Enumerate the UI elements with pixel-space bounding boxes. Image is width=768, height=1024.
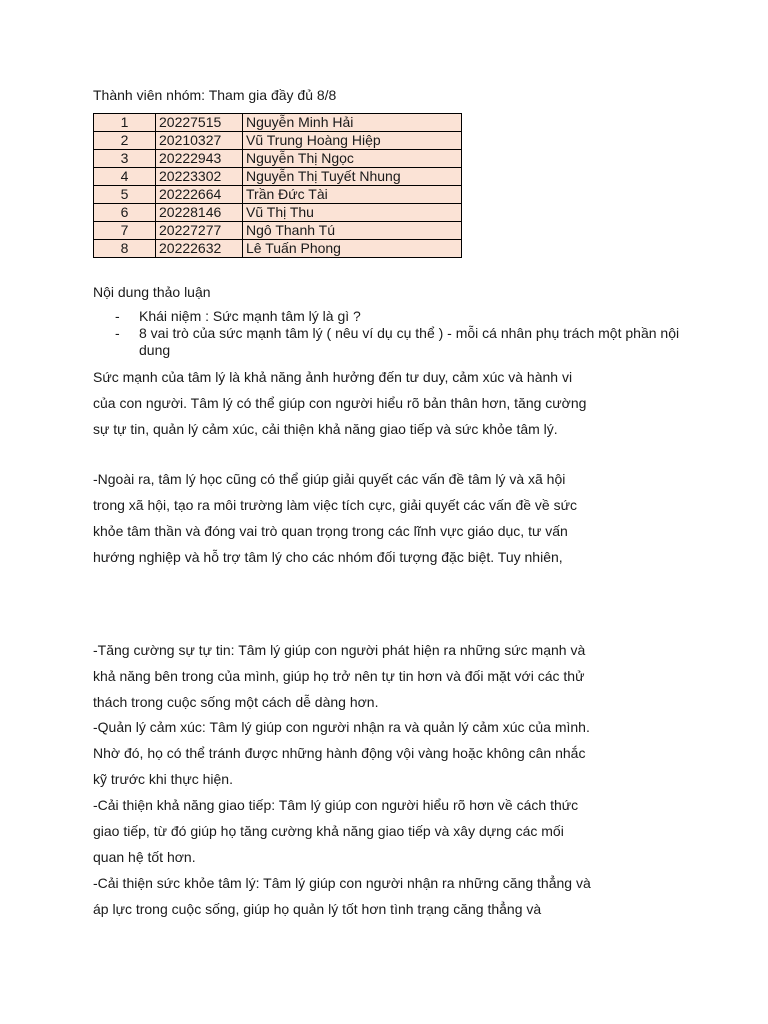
table-row [94,132,462,150]
member-name: Ngô Thanh Tú [243,222,462,240]
discussion-title: Nội dung thảo luận [93,284,211,300]
member-id: 20227515 [156,114,243,132]
paragraph-additional: -Ngoài ra, tâm lý học cũng có thể giúp giải quyết các vấn đề tâm lý và xã hội trong xã hội, tạo ra môi trường làm việc tích cực, giải quyết các vấn đề về sức khỏe tâm thần và đóng vai trò quan trọng trong các lĩnh vực giáo dục, tư vấn hướng nghiệp và hỗ trợ tâm lý cho các nhóm đối tượng đặc biệt. Tuy nhiên, [93,471,577,565]
member-id: 20228146 [156,204,243,222]
table-row [94,240,462,258]
bullet-dash: - [115,325,120,341]
member-id: 20210327 [156,132,243,150]
table-row [94,150,462,168]
member-name: Nguyễn Minh Hải [243,114,462,132]
member-name: Trần Đức Tài [243,186,462,204]
list-item [93,325,683,359]
paragraph-mental-health: -Cải thiện sức khỏe tâm lý: Tâm lý giúp con người nhận ra những căng thẳng và áp lực trong cuộc sống, giúp họ quản lý tốt hơn tình trạng căng thẳng và [93,875,591,917]
member-number: 3 [94,150,156,168]
member-id: 20222664 [156,186,243,204]
member-id: 20227277 [156,222,243,240]
member-number: 7 [94,222,156,240]
table-row [94,168,462,186]
paragraph-confidence: -Tăng cường sự tự tin: Tâm lý giúp con người phát hiện ra những sức mạnh và khả năng bên trong của mình, giúp họ trở nên tự tin hơn và đối mặt với các thử thách trong cuộc sống một cách dễ dàng hơn. [93,642,586,710]
member-name: Lê Tuấn Phong [243,240,462,258]
topic-text: Khái niệm : Sức mạnh tâm lý là gì ? [139,308,361,324]
member-name: Vũ Thị Thu [243,204,462,222]
member-number: 5 [94,186,156,204]
list-item [93,308,683,325]
member-number: 1 [94,114,156,132]
member-name: Nguyễn Thị Tuyết Nhung [243,168,462,186]
bullet-dash: - [115,308,120,324]
paragraph-emotion: -Quản lý cảm xúc: Tâm lý giúp con người nhận ra và quản lý cảm xúc của mình. Nhờ đó, họ có thể tránh được những hành động vội vàng hoặc không cân nhắc kỹ trước khi thực hiện. [93,719,590,787]
member-id: 20222632 [156,240,243,258]
members-title: Thành viên nhóm: Tham gia đầy đủ 8/8 [93,87,337,103]
member-name: Vũ Trung Hoàng Hiệp [243,132,462,150]
members-table [93,113,462,258]
table-row [94,114,462,132]
member-number: 2 [94,132,156,150]
member-name: Nguyễn Thị Ngọc [243,150,462,168]
member-number: 6 [94,204,156,222]
table-row [94,222,462,240]
topic-text: 8 vai trò của sức mạnh tâm lý ( nêu ví dụ cụ thể ) - mỗi cá nhân phụ trách một phần nội dung [139,325,680,358]
table-row [94,204,462,222]
member-number: 8 [94,240,156,258]
paragraph-definition: Sức mạnh của tâm lý là khả năng ảnh hưởng đến tư duy, cảm xúc và hành vi của con người. Tâm lý có thể giúp con người hiểu rõ bản thân hơn, tăng cường sự tự tin, quản lý cảm xúc, cải thiện khả năng giao tiếp và sức khỏe tâm lý. [93,369,587,437]
member-id: 20222943 [156,150,243,168]
table-row [94,186,462,204]
topic-list [93,308,683,359]
member-id: 20223302 [156,168,243,186]
paragraph-communication: -Cải thiện khả năng giao tiếp: Tâm lý giúp con người hiểu rõ hơn về cách thức giao tiếp, từ đó giúp họ tăng cường khả năng giao tiếp và xây dựng các mối quan hệ tốt hơn. [93,797,579,865]
member-number: 4 [94,168,156,186]
